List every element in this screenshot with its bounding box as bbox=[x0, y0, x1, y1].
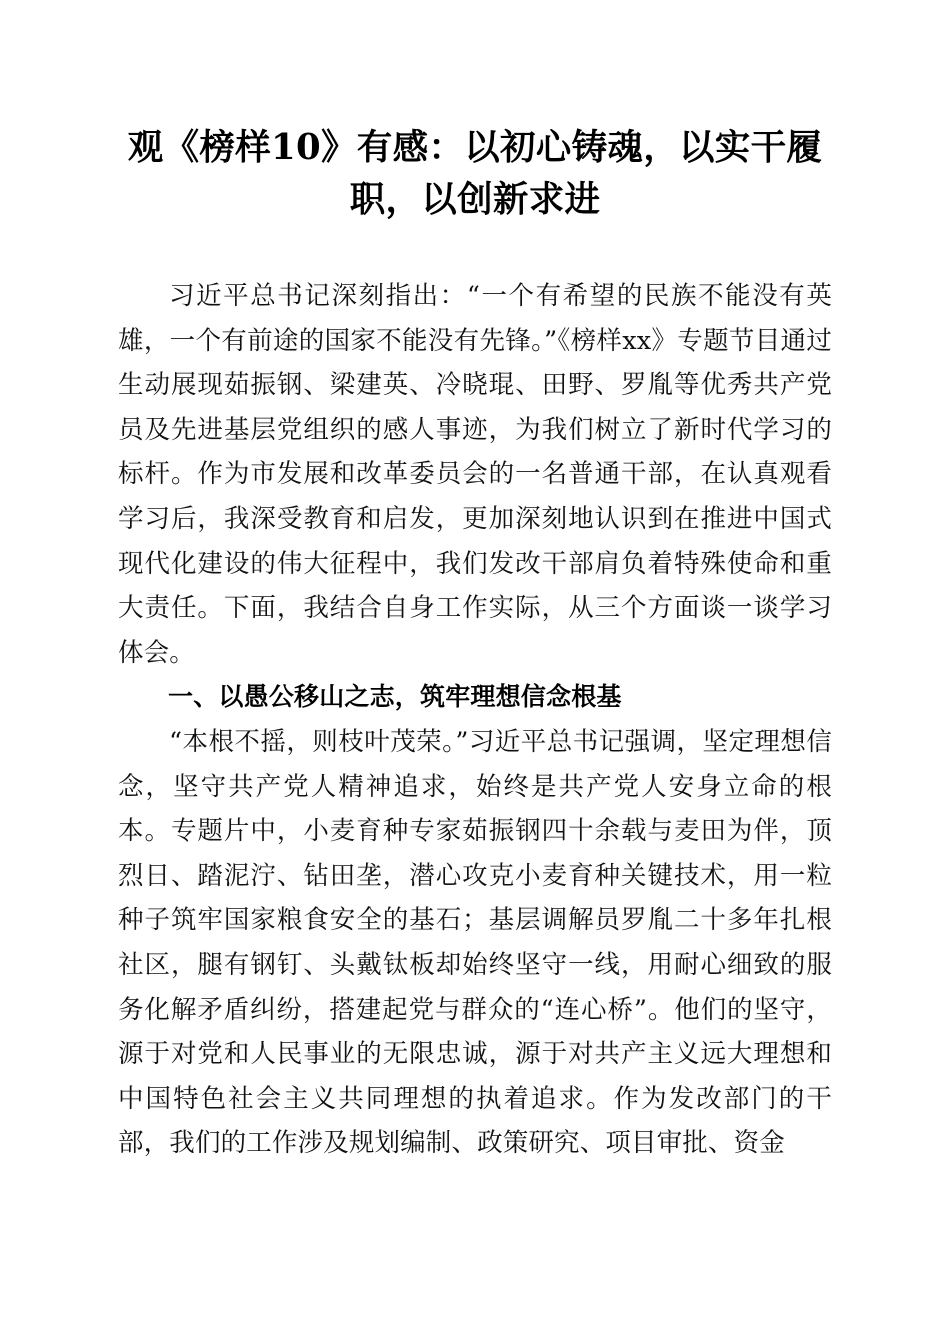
intro-paragraph: 习近平总书记深刻指出：“一个有希望的民族不能没有英雄，一个有前途的国家不能没有先锋。”《榜样xx》专题节目通过生动展现茹振钢、梁建英、冷晓琨、田野、罗胤等优秀共产党员及先进基层党组织的感人事迹，为我们树立了新时代学习的标杆。作为市发展和改革委员会的一名普通干部，在认真观看学习后，我深受教育和启发，更加深刻地认识到在推进中国式现代化建设的伟大征程中，我们发改干部肩负着特殊使命和重大责任。下面，我结合自身工作实际，从三个方面谈一谈学习体会。 bbox=[118, 281, 832, 668]
section-1-paragraph: “本根不摇，则枝叶茂荣。”习近平总书记强调，坚定理想信念，坚守共产党人精神追求，始终是共产党人安身立命的根本。专题片中，小麦育种专家茹振钢四十余载与麦田为伴，顶烈日、踏泥泞、钻田垄，潜心攻克小麦育种关键技术，用一粒种子筑牢国家粮食安全的基石；基层调解员罗胤二十多年扎根社区，腿有钢钉、头戴钛板却始终坚守一线，用耐心细致的服务化解矛盾纠纷，搭建起党与群众的“连心桥”。他们的坚守，源于对党和人民事业的无限忠诚，源于对共产主义远大理想和中国特色社会主义共同理想的执着追求。作为发改部门的干部，我们的工作涉及规划编制、政策研究、项目审批、资金 bbox=[118, 726, 832, 1159]
document-title-line-2: 职，以创新求进 bbox=[349, 179, 601, 220]
section-heading-1: 一、以愚公移山之志，筑牢理想信念根基 bbox=[168, 682, 622, 712]
document-title bbox=[118, 0, 832, 226]
document-title-line-1: 观《榜样10》有感：以初心铸魂，以实干履 bbox=[127, 127, 823, 168]
page-content-column bbox=[118, 0, 832, 1166]
title-body-spacer bbox=[118, 226, 832, 274]
